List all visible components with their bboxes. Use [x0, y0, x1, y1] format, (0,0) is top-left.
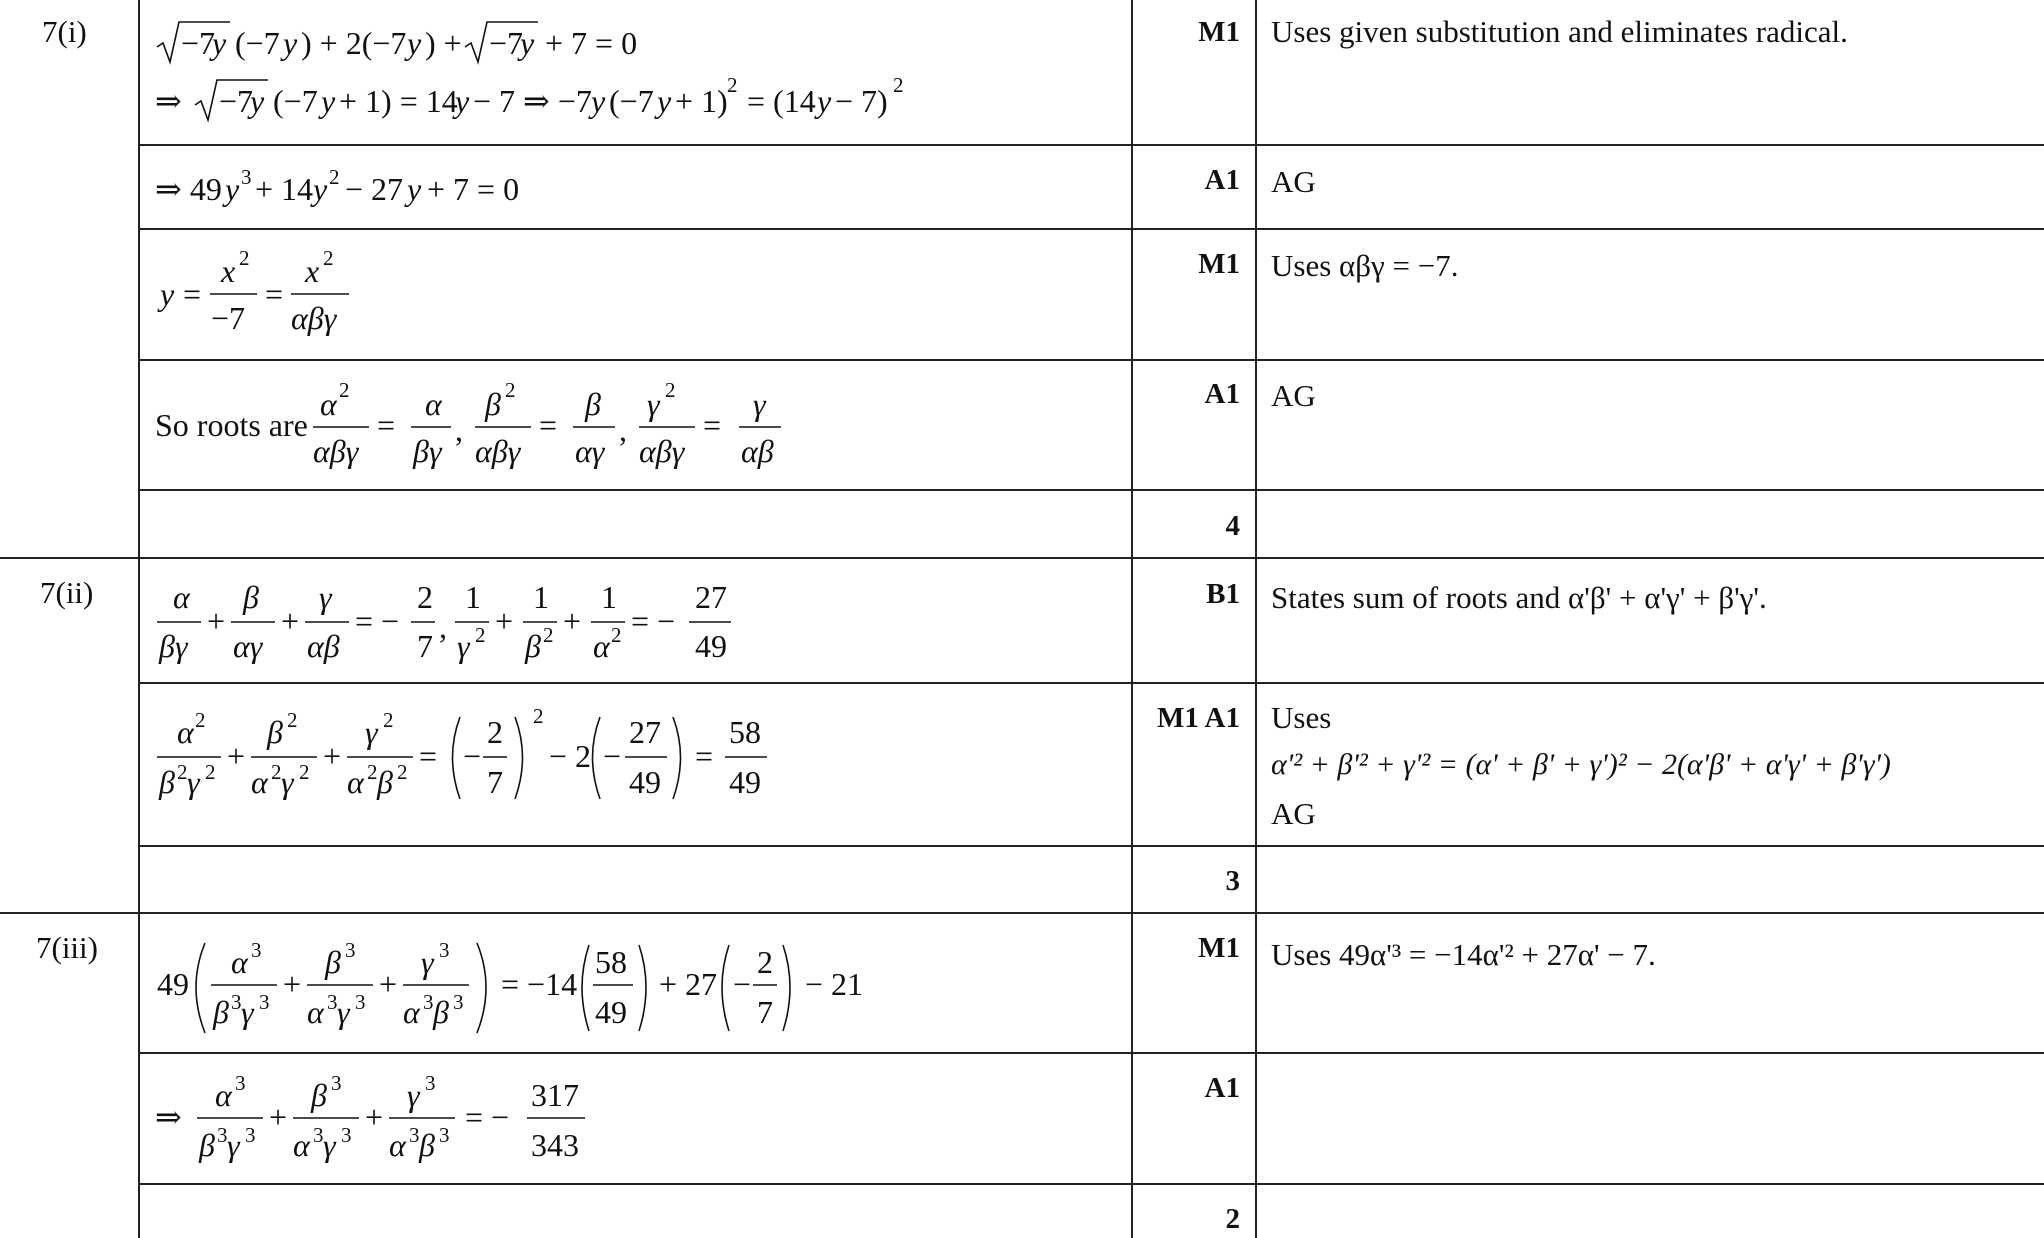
svg-text:−7: −7: [181, 25, 216, 61]
svg-text:,: ,: [455, 412, 463, 448]
answer-prefix: So roots are: [155, 407, 308, 443]
svg-text:αβ: αβ: [307, 628, 340, 664]
svg-text:2: 2: [367, 760, 378, 784]
svg-text:58: 58: [729, 714, 761, 750]
svg-text:α: α: [251, 764, 268, 800]
svg-text:+: +: [323, 738, 342, 774]
svg-text:(−7: (−7: [273, 83, 318, 119]
svg-text:=: =: [695, 738, 714, 774]
svg-text:2: 2: [339, 378, 350, 402]
answer-working: [155, 705, 915, 820]
svg-text:+: +: [495, 603, 514, 639]
svg-text:α: α: [403, 994, 420, 1030]
svg-text:2: 2: [665, 378, 676, 402]
svg-text:−7: −7: [211, 300, 246, 336]
svg-text:3: 3: [241, 165, 252, 189]
svg-text:β: β: [525, 628, 541, 664]
svg-text:y: y: [321, 83, 336, 119]
svg-text:,: ,: [439, 609, 447, 645]
row-divider: [138, 359, 2044, 361]
svg-text:x: x: [305, 253, 320, 289]
question-number: 7(iii): [36, 930, 98, 965]
svg-text:−: −: [463, 738, 482, 774]
mark-total: 2: [1225, 1203, 1240, 1235]
mark-label: M1: [1198, 16, 1240, 48]
math-expression: [155, 162, 855, 212]
svg-text:49: 49: [695, 628, 727, 664]
svg-text:y: y: [520, 25, 535, 61]
svg-text:2: 2: [323, 246, 334, 270]
svg-text:− 21: − 21: [805, 966, 864, 1002]
svg-text:49: 49: [157, 966, 189, 1002]
svg-text:3: 3: [341, 1123, 352, 1147]
svg-text:+: +: [281, 603, 300, 639]
svg-text:γ: γ: [319, 579, 332, 615]
svg-text:7: 7: [757, 994, 773, 1030]
svg-text:) +: ) +: [425, 25, 462, 61]
svg-text:γ: γ: [457, 628, 470, 664]
svg-text:3: 3: [409, 1123, 420, 1147]
svg-text:7: 7: [417, 628, 433, 664]
svg-text:α: α: [293, 1127, 310, 1163]
math-expression: [155, 245, 555, 345]
svg-text:1: 1: [533, 579, 549, 615]
svg-text:αβγ: αβγ: [475, 433, 521, 469]
svg-text:+: +: [227, 738, 246, 774]
guidance-text: Uses given substitution and eliminates radical.: [1271, 14, 1848, 49]
svg-text:αβγ: αβγ: [313, 433, 359, 469]
svg-text:27: 27: [629, 714, 661, 750]
svg-text:αγ: αγ: [575, 433, 605, 469]
svg-text:− 7): − 7): [835, 83, 888, 119]
mark-label: B1: [1206, 578, 1240, 610]
svg-text:α: α: [593, 628, 610, 664]
answer-working: [155, 12, 1115, 137]
svg-text:3: 3: [251, 938, 262, 962]
svg-text:γ: γ: [753, 386, 766, 422]
svg-text:γ: γ: [187, 764, 200, 800]
svg-text:γ: γ: [323, 1127, 336, 1163]
svg-text:2: 2: [727, 73, 738, 97]
guidance-text: Uses 49α'³ = −14α'² + 27α' − 7.: [1271, 937, 1656, 972]
svg-text:y: y: [313, 171, 328, 207]
svg-text:2: 2: [195, 708, 206, 732]
svg-text:(−7: (−7: [235, 25, 280, 61]
svg-text:y: y: [212, 25, 227, 61]
svg-text:β: β: [267, 714, 283, 750]
svg-text:7: 7: [487, 764, 503, 800]
row-divider: [138, 845, 2044, 847]
answer-working: [155, 572, 855, 677]
svg-text:=: =: [539, 407, 558, 443]
svg-text:y: y: [657, 83, 672, 119]
svg-text:γ: γ: [421, 944, 434, 980]
question-number: 7(i): [42, 14, 87, 49]
svg-text:2: 2: [505, 378, 516, 402]
svg-text:γ: γ: [281, 764, 294, 800]
svg-text:α: α: [389, 1127, 406, 1163]
svg-text:2: 2: [271, 760, 282, 784]
svg-text:3: 3: [423, 990, 434, 1014]
math-expression: [155, 12, 1115, 132]
svg-text:⇒: ⇒: [155, 83, 182, 119]
guidance-text: Uses: [1271, 700, 1332, 735]
math-expression: [155, 1068, 855, 1178]
svg-text:27: 27: [695, 579, 727, 615]
svg-text:,: ,: [619, 412, 627, 448]
svg-text:⇒: ⇒: [155, 1099, 182, 1135]
mark-label: A1: [1204, 1072, 1240, 1104]
svg-text:+ 1) = 14: + 1) = 14: [339, 83, 458, 119]
svg-text:β: β: [433, 994, 449, 1030]
svg-text:αβ: αβ: [741, 433, 774, 469]
svg-text:y: y: [591, 83, 606, 119]
mark-label: M1 A1: [1157, 702, 1240, 734]
guidance-text: AG: [1271, 164, 1316, 199]
svg-text:β: β: [311, 1077, 327, 1113]
svg-text:= −: = −: [465, 1099, 510, 1135]
svg-text:3: 3: [327, 990, 338, 1014]
svg-text:2: 2: [177, 760, 188, 784]
svg-text:−: −: [733, 966, 752, 1002]
answer-working: [155, 162, 855, 217]
svg-text:x: x: [221, 253, 236, 289]
guidance-text: AG: [1271, 796, 1316, 831]
svg-text:49: 49: [729, 764, 761, 800]
mark-total: 4: [1225, 510, 1240, 542]
svg-text:β: β: [159, 764, 175, 800]
svg-text:γ: γ: [407, 1077, 420, 1113]
svg-text:2: 2: [757, 944, 773, 980]
answer-working: [155, 375, 955, 480]
row-divider: [138, 1183, 2044, 1185]
svg-text:y: y: [250, 83, 265, 119]
svg-text:+ 7 = 0: + 7 = 0: [545, 25, 638, 61]
svg-text:= −14: = −14: [501, 966, 578, 1002]
answer-working: [155, 1068, 855, 1183]
svg-text:3: 3: [231, 990, 242, 1014]
svg-text:2: 2: [397, 760, 408, 784]
svg-text:β: β: [419, 1127, 435, 1163]
svg-text:3: 3: [259, 990, 270, 1014]
svg-text:− 2: − 2: [549, 738, 592, 774]
guidance-text: α'² + β'² + γ'² = (α' + β' + γ')² − 2(α'β' + α'γ' + β'γ'): [1271, 748, 1891, 781]
svg-text:α: α: [425, 386, 442, 422]
svg-text:2: 2: [533, 704, 544, 728]
svg-text:1: 1: [465, 579, 481, 615]
svg-text:1: 1: [601, 579, 617, 615]
svg-text:3: 3: [235, 1071, 246, 1095]
svg-text:3: 3: [313, 1123, 324, 1147]
guidance-text: AG: [1271, 378, 1316, 413]
svg-text:β: β: [377, 764, 393, 800]
svg-text:49: 49: [629, 764, 661, 800]
svg-text:58: 58: [595, 944, 627, 980]
mark-label: A1: [1204, 164, 1240, 196]
row-divider: [138, 144, 2044, 146]
svg-text:y: y: [817, 83, 832, 119]
svg-text:2: 2: [287, 708, 298, 732]
svg-text:αγ: αγ: [233, 628, 263, 664]
svg-text:3: 3: [439, 1123, 450, 1147]
svg-text:−7: −7: [219, 83, 254, 119]
svg-text:2: 2: [205, 760, 216, 784]
svg-text:−: −: [603, 738, 622, 774]
math-expression: [155, 705, 915, 815]
row-divider: [138, 489, 2044, 491]
svg-text:= −: = −: [355, 603, 400, 639]
answer-working: [155, 245, 555, 350]
guidance-text: States sum of roots and α'β' + α'γ' + β'γ'.: [1271, 580, 1767, 615]
math-expression: [155, 935, 955, 1045]
svg-text:3: 3: [331, 1071, 342, 1095]
svg-text:y: y: [225, 171, 240, 207]
svg-text:α: α: [231, 944, 248, 980]
math-expression: [155, 375, 955, 475]
svg-text:3: 3: [425, 1071, 436, 1095]
answer-working: [155, 935, 955, 1050]
svg-text:= −: = −: [631, 603, 676, 639]
svg-text:α: α: [177, 714, 194, 750]
svg-text:y: y: [407, 171, 422, 207]
svg-text:317: 317: [531, 1077, 579, 1113]
svg-text:β: β: [485, 386, 501, 422]
svg-text:γ: γ: [365, 714, 378, 750]
svg-text:+: +: [563, 603, 582, 639]
svg-text:(−7: (−7: [609, 83, 654, 119]
svg-text:βγ: βγ: [159, 628, 188, 664]
svg-text:=: =: [419, 738, 438, 774]
svg-text:+: +: [269, 1099, 288, 1135]
svg-text:2: 2: [417, 579, 433, 615]
svg-text:49: 49: [595, 994, 627, 1030]
svg-text:β: β: [325, 944, 341, 980]
svg-text:γ: γ: [227, 1127, 240, 1163]
svg-text:α: α: [173, 579, 190, 615]
mark-label: A1: [1204, 378, 1240, 410]
svg-text:3: 3: [217, 1123, 228, 1147]
svg-text:⇒ 49: ⇒ 49: [155, 171, 222, 207]
mark-total: 3: [1225, 865, 1240, 897]
svg-text:+: +: [283, 966, 302, 1002]
svg-text:y: y: [283, 25, 298, 61]
svg-text:+ 27: + 27: [659, 966, 718, 1002]
svg-text:− 7 ⇒ −7: − 7 ⇒ −7: [473, 83, 592, 119]
svg-text:−7: −7: [489, 25, 524, 61]
svg-text:3: 3: [439, 938, 450, 962]
svg-text:2: 2: [383, 708, 394, 732]
question-divider: [0, 912, 2044, 914]
svg-text:β: β: [199, 1127, 215, 1163]
question-divider: [0, 557, 2044, 559]
svg-text:2: 2: [543, 623, 554, 647]
svg-text:+ 14: + 14: [255, 171, 314, 207]
svg-text:3: 3: [345, 938, 356, 962]
svg-text:γ: γ: [647, 386, 660, 422]
svg-text:= (14: = (14: [747, 83, 816, 119]
svg-text:β: β: [585, 386, 601, 422]
svg-text:2: 2: [893, 73, 904, 97]
svg-text:2: 2: [299, 760, 310, 784]
svg-text:2: 2: [475, 623, 486, 647]
svg-text:+ 1): + 1): [675, 83, 728, 119]
svg-text:343: 343: [531, 1127, 579, 1163]
svg-text:+: +: [207, 603, 226, 639]
row-divider: [138, 1052, 2044, 1054]
svg-text:α: α: [320, 386, 337, 422]
svg-text:γ: γ: [241, 994, 254, 1030]
svg-text:=: =: [703, 407, 722, 443]
svg-text:β: β: [243, 579, 259, 615]
svg-text:y: y: [160, 276, 175, 312]
svg-text:=: =: [183, 276, 202, 312]
svg-text:2: 2: [611, 623, 622, 647]
svg-text:3: 3: [355, 990, 366, 1014]
row-divider: [138, 228, 2044, 230]
svg-text:β: β: [213, 994, 229, 1030]
svg-text:α: α: [307, 994, 324, 1030]
svg-text:3: 3: [245, 1123, 256, 1147]
svg-text:αβγ: αβγ: [639, 433, 685, 469]
guidance-text: Uses αβγ = −7.: [1271, 248, 1459, 283]
svg-text:2: 2: [239, 246, 250, 270]
svg-text:γ: γ: [337, 994, 350, 1030]
svg-text:βγ: βγ: [413, 433, 442, 469]
svg-text:=: =: [377, 407, 396, 443]
svg-text:αβγ: αβγ: [291, 300, 337, 336]
svg-text:2: 2: [487, 714, 503, 750]
svg-text:+ 7 = 0: + 7 = 0: [427, 171, 520, 207]
mark-label: M1: [1198, 932, 1240, 964]
svg-text:y: y: [407, 25, 422, 61]
svg-text:+: +: [379, 966, 398, 1002]
svg-text:y: y: [455, 83, 470, 119]
math-expression: [155, 572, 855, 672]
row-divider: [138, 682, 2044, 684]
svg-text:2: 2: [329, 165, 340, 189]
svg-text:− 27: − 27: [345, 171, 404, 207]
svg-text:=: =: [265, 276, 284, 312]
svg-text:) + 2(−7: ) + 2(−7: [301, 25, 407, 61]
svg-text:α: α: [347, 764, 364, 800]
svg-text:+: +: [365, 1099, 384, 1135]
svg-text:α: α: [215, 1077, 232, 1113]
mark-label: M1: [1198, 248, 1240, 280]
svg-text:3: 3: [453, 990, 464, 1014]
question-number: 7(ii): [40, 575, 94, 610]
